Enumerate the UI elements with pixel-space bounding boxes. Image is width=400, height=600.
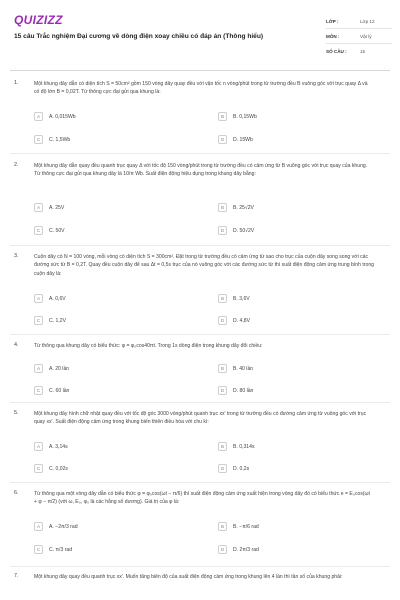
- option-letter: C: [34, 464, 43, 473]
- question-divider: [10, 334, 390, 335]
- option-letter: C: [34, 226, 43, 235]
- option-letter: B: [218, 203, 227, 212]
- option-a[interactable]: [34, 521, 174, 532]
- question-number: 1.: [14, 80, 19, 86]
- question-divider: [10, 153, 390, 154]
- meta-value: 15: [360, 48, 366, 54]
- option-c[interactable]: [34, 385, 174, 396]
- question-2: [14, 162, 386, 246]
- option-letter: A: [34, 203, 43, 212]
- option-text: A. 3,14s: [49, 443, 68, 450]
- option-letter: A: [34, 442, 43, 451]
- header-divider: [10, 70, 390, 71]
- option-text: D. 0,2s: [233, 465, 250, 472]
- option-text: C. 1,5Wb: [49, 136, 71, 143]
- option-b[interactable]: [218, 111, 358, 122]
- option-text: C. 1,2V: [49, 317, 66, 324]
- option-d[interactable]: [218, 225, 358, 236]
- option-b[interactable]: [218, 363, 358, 374]
- option-text: A. 0,015Wb: [49, 113, 76, 120]
- meta-row-class: [326, 14, 392, 29]
- option-letter: C: [34, 545, 43, 554]
- option-c[interactable]: [34, 134, 174, 145]
- meta-table: [326, 14, 392, 58]
- meta-label: SỐ CÂU :: [326, 48, 347, 54]
- option-text: C. 0,02s: [49, 465, 68, 472]
- option-b[interactable]: [218, 293, 358, 304]
- question-3: [14, 253, 386, 337]
- option-letter: C: [34, 316, 43, 325]
- question-text: Một khung dây hình chữ nhật quay đều với tốc độ góc 3000 vòng/phút quanh trục xx' trong từ trường đều có đường cảm ứng từ vuông góc với trục quay xx'. Suất điện động cảm ứng trong khung biến thiên điều hòa với chu kì:: [34, 411, 367, 426]
- question-text: Cuộn dây có N = 100 vòng, mỗi vòng có diện tích S = 300cm². Đặt trong từ trường đều có cảm ứng từ sao cho trục của cuộn dây song song với các đường sức từ B = 0,2T. Quay đều cuộn dây để sau Δt = 0,5s trục của nó vuông góc với các đường sức từ thì suất điện động cảm ứng trung bình trong cuộn dây là:: [34, 254, 374, 277]
- option-c[interactable]: [34, 463, 174, 474]
- question-text: Một khung dây dẫn quay đều quanh trục quay Δ với tốc độ 150 vòng/phút trong từ trường đều có cảm ứng từ B vuông góc với trục quay của khung. Từ thông cực đại gửi qua khung dây là 10/π Wb. Suất điện động hiệu dụng trong khung dây bằng:: [34, 163, 368, 178]
- option-c[interactable]: [34, 315, 174, 326]
- meta-value: Lớp 12: [360, 18, 375, 24]
- option-text: B. 25√2V: [233, 204, 254, 211]
- option-d[interactable]: [218, 315, 358, 326]
- option-text: B. −π/6 rad: [233, 523, 259, 530]
- option-a[interactable]: [34, 441, 174, 452]
- question-6: [14, 490, 386, 562]
- meta-row-count: [326, 44, 392, 58]
- option-letter: A: [34, 364, 43, 373]
- option-letter: D: [218, 316, 227, 325]
- option-d[interactable]: [218, 463, 358, 474]
- option-text: D. 4,8V: [233, 317, 250, 324]
- question-number: 3.: [14, 253, 19, 259]
- question-1: [14, 80, 386, 144]
- option-letter: A: [34, 294, 43, 303]
- option-text: D. 80 lần: [233, 387, 254, 394]
- option-letter: B: [218, 112, 227, 121]
- option-a[interactable]: [34, 363, 174, 374]
- document-title: 15 câu Trắc nghiệm Đại cương về dòng điện xoay chiều có đáp án (Thông hiểu): [14, 33, 264, 40]
- option-letter: B: [218, 522, 227, 531]
- option-letter: C: [34, 135, 43, 144]
- option-d[interactable]: [218, 385, 358, 396]
- option-letter: B: [218, 294, 227, 303]
- document-header: [0, 0, 400, 62]
- question-5: [14, 410, 386, 480]
- question-text: Từ thông qua một vòng dây dẫn có biểu thức φ = φ₀cos(ωt − π/6) thì suất điện động cảm ứng xuất hiện trong vòng dây đó có biểu thức e = E₀cos(ωt + φ − π/2) (với ω, E₀, φ₀ là các hằng số dương). Giá trị của φ là:: [34, 491, 370, 506]
- question-divider: [10, 566, 390, 567]
- question-number: 2.: [14, 162, 19, 168]
- option-letter: D: [218, 226, 227, 235]
- meta-value: Vật lý: [360, 33, 372, 39]
- option-letter: D: [218, 464, 227, 473]
- meta-label: LỚP :: [326, 18, 339, 24]
- option-text: D. 2π/3 rad: [233, 546, 259, 553]
- meta-row-subject: [326, 29, 392, 44]
- option-text: B. 0,314s: [233, 443, 255, 450]
- option-a[interactable]: [34, 293, 174, 304]
- question-number: 7.: [14, 573, 19, 579]
- option-text: C. 60 lần: [49, 387, 70, 394]
- quizizz-logo: QUIZIZZ: [14, 13, 63, 27]
- question-divider: [10, 482, 390, 483]
- question-text: Từ thông qua khung dây có biểu thức: φ = φ₀cos40πt. Trong 1s dòng điện trong khung dây đổi chiều:: [34, 343, 263, 349]
- option-text: A. −2π/3 rad: [49, 523, 78, 530]
- option-letter: A: [34, 112, 43, 121]
- option-letter: A: [34, 522, 43, 531]
- question-divider: [10, 402, 390, 403]
- option-d[interactable]: [218, 134, 358, 145]
- question-4: [14, 342, 386, 400]
- option-b[interactable]: [218, 202, 358, 213]
- option-c[interactable]: [34, 544, 174, 555]
- option-text: C. 50V: [49, 227, 65, 234]
- question-text: Một khung dây quay đều quanh trục xx'. Muốn tăng biên độ của suất điện động cảm ứng trong khung lên 4 lần thì tần số của khung phải:: [34, 574, 343, 580]
- option-letter: D: [218, 135, 227, 144]
- option-letter: B: [218, 442, 227, 451]
- option-text: D. 15Wb: [233, 136, 253, 143]
- option-text: C. π/3 rad: [49, 546, 73, 553]
- option-text: B. 40 lần: [233, 365, 254, 372]
- option-letter: D: [218, 545, 227, 554]
- question-text: Một khung dây dẫn có diện tích S = 50cm² gồm 150 vòng dây quay đều với vận tốc n vòng/phút trong từ trường đều B vuông góc với trục quay Δ và có độ lớn B = 0,02T. Từ thông cực đại gửi qua khung là:: [34, 81, 368, 96]
- question-7: [14, 573, 386, 599]
- option-a[interactable]: [34, 111, 174, 122]
- option-letter: D: [218, 386, 227, 395]
- option-b[interactable]: [218, 441, 358, 452]
- option-a[interactable]: [34, 202, 174, 213]
- question-number: 4.: [14, 342, 19, 348]
- option-letter: B: [218, 364, 227, 373]
- option-text: B. 3,6V: [233, 295, 250, 302]
- option-d[interactable]: [218, 544, 358, 555]
- option-c[interactable]: [34, 225, 174, 236]
- question-divider: [10, 245, 390, 246]
- question-number: 6.: [14, 490, 19, 496]
- option-letter: C: [34, 386, 43, 395]
- option-b[interactable]: [218, 521, 358, 532]
- option-text: A. 25V: [49, 204, 65, 211]
- meta-label: MÔN :: [326, 33, 340, 39]
- option-text: B. 0,15Wb: [233, 113, 257, 120]
- option-text: A. 20 lần: [49, 365, 70, 372]
- question-number: 5.: [14, 410, 19, 416]
- option-text: A. 0,6V: [49, 295, 66, 302]
- option-text: D. 50√2V: [233, 227, 255, 234]
